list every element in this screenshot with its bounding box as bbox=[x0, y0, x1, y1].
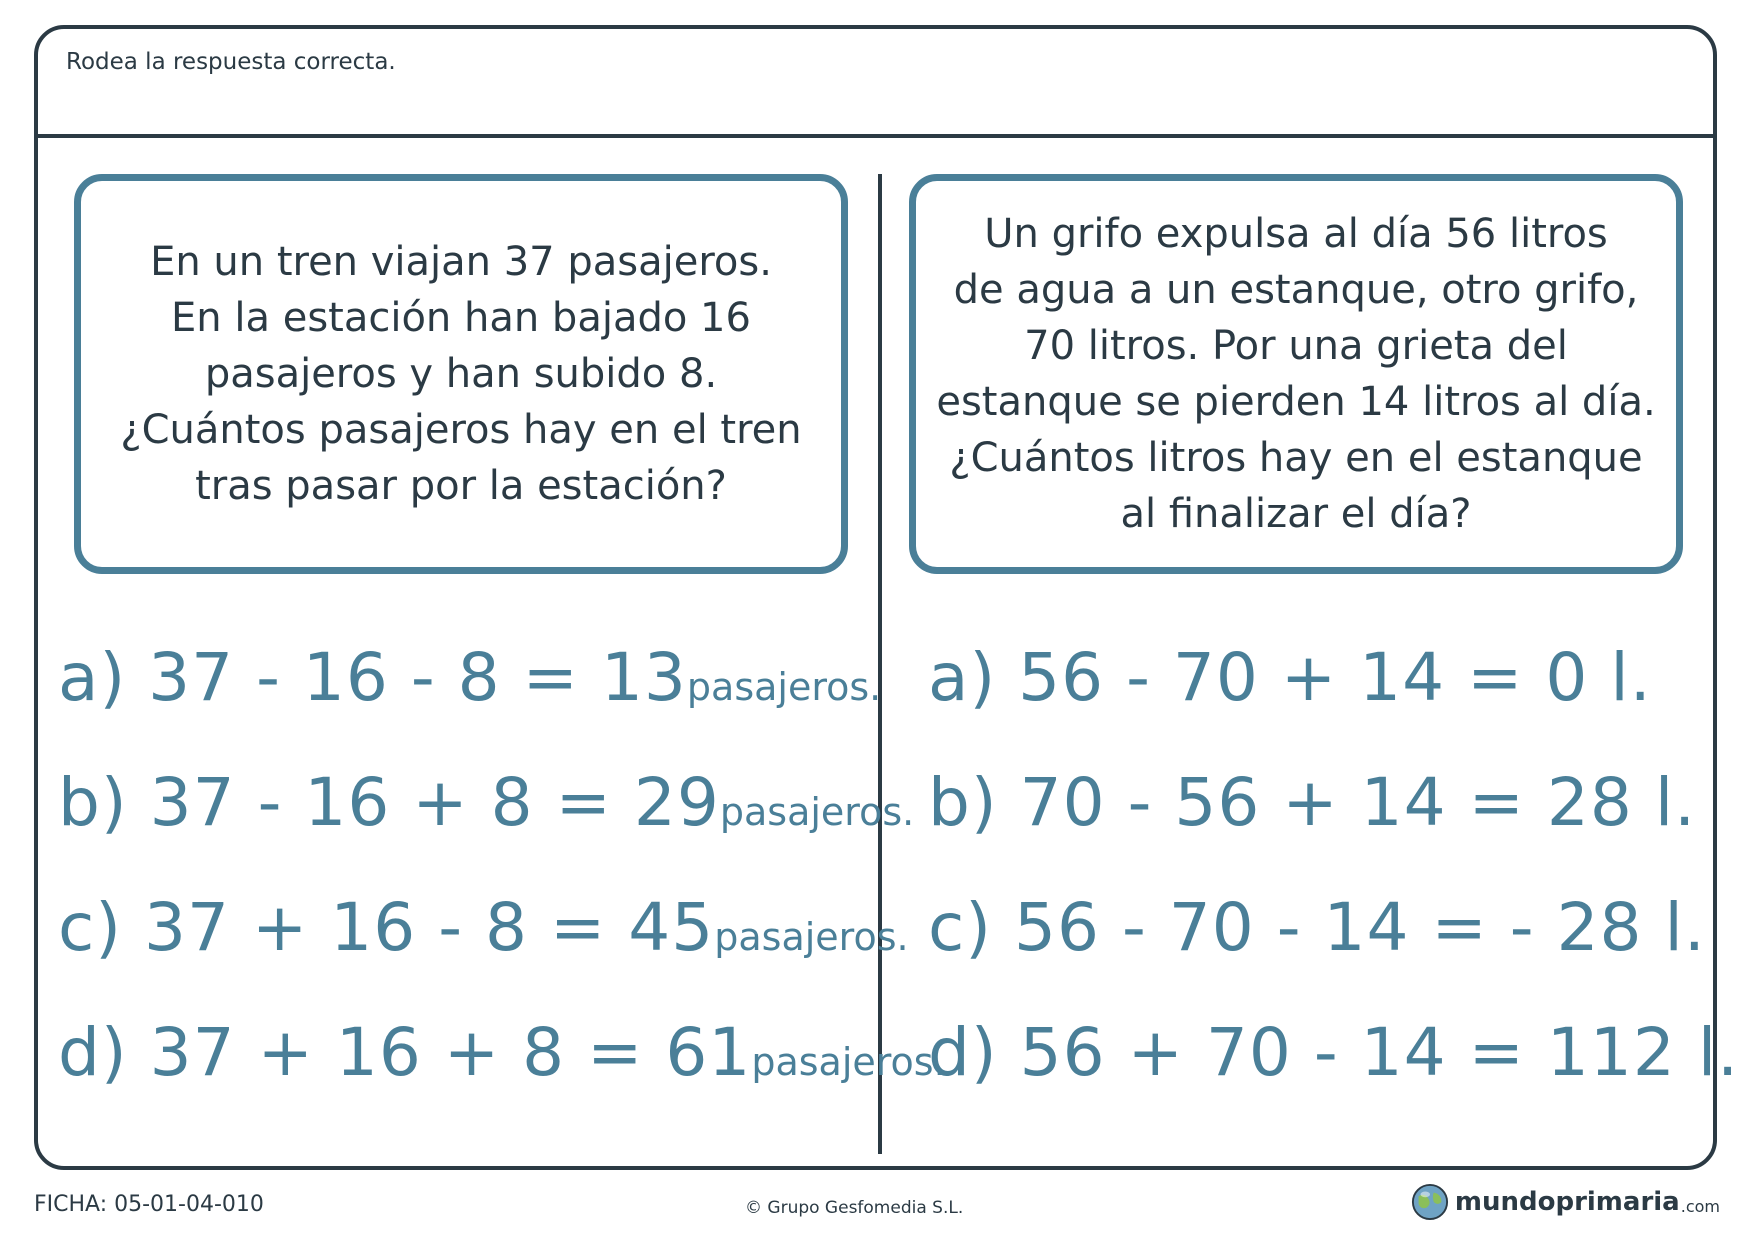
brand-logo-link[interactable] bbox=[1411, 1183, 1720, 1221]
option-expression: c) 37 + 16 - 8 = 45 bbox=[58, 889, 715, 966]
option-unit: pasajeros. bbox=[719, 790, 915, 834]
option-unit: pasajeros. bbox=[751, 1040, 946, 1084]
option-expression: a) 56 - 70 + 14 = 0 l. bbox=[928, 639, 1652, 716]
answer-option-1c[interactable] bbox=[58, 889, 946, 1014]
answer-option-2c[interactable] bbox=[928, 889, 1739, 1014]
options-list-1 bbox=[58, 639, 946, 1139]
header-divider bbox=[38, 134, 1713, 138]
option-expression: d) 56 + 70 - 14 = 112 l. bbox=[928, 1014, 1740, 1091]
answer-option-1b[interactable] bbox=[58, 764, 946, 889]
option-expression: c) 56 - 70 - 14 = - 28 l. bbox=[928, 889, 1706, 966]
problem-box-2 bbox=[909, 174, 1683, 574]
option-expression: b) 37 - 16 + 8 = 29 bbox=[58, 764, 720, 841]
answer-option-2d[interactable] bbox=[928, 1014, 1739, 1139]
option-expression: b) 70 - 56 + 14 = 28 l. bbox=[928, 764, 1697, 841]
instruction-text: Rodea la respuesta correcta. bbox=[66, 49, 396, 75]
problem-text-2: Un grifo expulsa al día 56 litros de agua a un estanque, otro grifo, 70 litros. Por una grieta del estanque se pierden 14 litros al día. ¿Cuántos litros hay en el estanque al finalizar el día? bbox=[936, 211, 1656, 537]
copyright-text: © Grupo Gesfomedia S.L. bbox=[745, 1198, 964, 1218]
answer-option-2b[interactable] bbox=[928, 764, 1739, 889]
worksheet-frame bbox=[34, 25, 1740, 1170]
option-unit: pasajeros. bbox=[714, 915, 909, 959]
problem-text-1: En un tren viajan 37 pasajeros. En la estación han bajado 16 pasajeros y han subido 8. ¿Cuántos pasajeros hay en el tren tras pasar por la estación? bbox=[120, 239, 802, 509]
option-expression: a) 37 - 16 - 8 = 13 bbox=[58, 639, 687, 716]
answer-option-1a[interactable] bbox=[58, 639, 946, 764]
option-expression: d) 37 + 16 + 8 = 61 bbox=[58, 1014, 752, 1091]
worksheet-code: FICHA: 05-01-04-010 bbox=[34, 1192, 264, 1217]
answer-option-2a[interactable] bbox=[928, 639, 1739, 764]
answer-option-1d[interactable] bbox=[58, 1014, 946, 1139]
option-unit: pasajeros. bbox=[686, 665, 882, 709]
globe-icon bbox=[1411, 1183, 1449, 1221]
brand-name: mundoprimaria bbox=[1454, 1187, 1680, 1217]
brand-tld: .com bbox=[1680, 1196, 1720, 1216]
problem-box-1 bbox=[74, 174, 848, 574]
options-list-2 bbox=[928, 639, 1739, 1139]
